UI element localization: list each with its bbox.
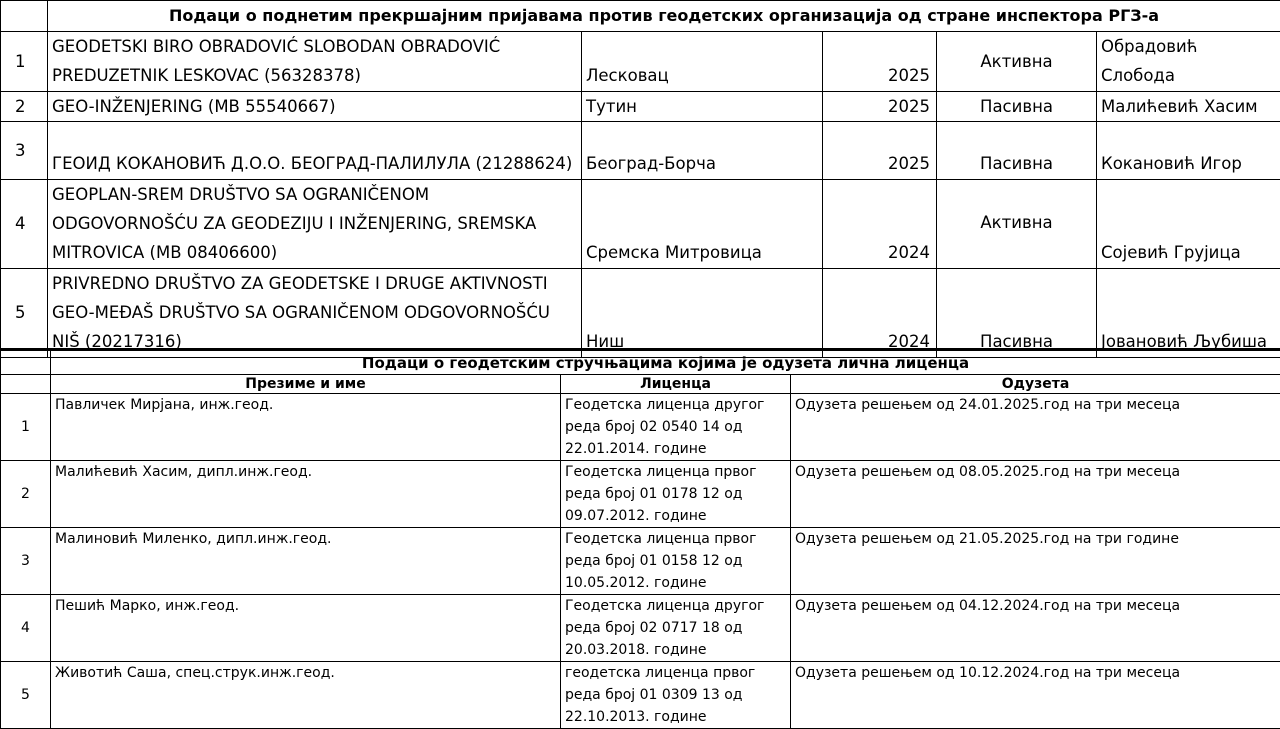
table-title-row: [1, 350, 1280, 375]
table-title-row: [1, 1, 1280, 32]
table-row: [1, 461, 1280, 528]
license-cell: [561, 394, 791, 461]
prekrsajne-prijave-table: [0, 0, 1280, 358]
table-row: [1, 595, 1280, 662]
row-number: 5: [1, 269, 48, 358]
organization-line: ODGOVORNOŠĆU ZA GEODEZIJU I INŽENJERING, SREMSKA: [52, 209, 577, 238]
table-header-row: [1, 375, 1280, 394]
name-cell: Малићевић Хасим, дипл.инж.геод.: [51, 461, 561, 528]
organization-cell: [48, 92, 582, 122]
year-cell: 2024: [823, 180, 937, 269]
year-cell: 2024: [823, 269, 937, 358]
row-number: 4: [1, 180, 48, 269]
revoked-cell: Одузета решењем од 08.05.2025.год на три месеца: [791, 461, 1280, 528]
inspector-cell: Обрадовић Слобода: [1097, 32, 1280, 92]
name-cell: Пешић Марко, инж.геод.: [51, 595, 561, 662]
corner-cell: [1, 350, 51, 375]
row-number: 5: [1, 662, 51, 729]
organization-line: MITROVICA (МВ 08406600): [52, 238, 577, 267]
table-row: [1, 32, 1280, 92]
table-row: [1, 269, 1280, 358]
row-number: 2: [1, 92, 48, 122]
table-row: [1, 662, 1280, 729]
organization-cell: [48, 32, 582, 92]
status-cell: Активна: [937, 32, 1097, 92]
license-line: 09.07.2012. године: [565, 505, 786, 527]
status-cell: Активна: [937, 180, 1097, 269]
table-row: [1, 122, 1280, 180]
row-number: 1: [1, 32, 48, 92]
row-number: 2: [1, 461, 51, 528]
license-cell: [561, 662, 791, 729]
corner-cell: [1, 375, 51, 394]
organization-line: NIŠ (20217316): [52, 327, 577, 356]
license-line: 10.05.2012. године: [565, 572, 786, 594]
license-line: 22.10.2013. године: [565, 706, 786, 728]
license-line: реда број 01 0158 12 од: [565, 550, 786, 572]
license-line: 20.03.2018. године: [565, 639, 786, 661]
oduzete-licence-table: [0, 348, 1280, 729]
license-line: реда број 01 0178 12 од: [565, 483, 786, 505]
license-cell: [561, 461, 791, 528]
name-cell: Малиновић Миленко, дипл.инж.геод.: [51, 528, 561, 595]
table-title: Подаци о геодетским стручњацима којима је одузета лична лиценца: [51, 350, 1280, 375]
revoked-cell: Одузета решењем од 21.05.2025.год на три године: [791, 528, 1280, 595]
revoked-cell: Одузета решењем од 04.12.2024.год на три месеца: [791, 595, 1280, 662]
license-cell: [561, 595, 791, 662]
table-row: [1, 180, 1280, 269]
city-cell: Тутин: [582, 92, 823, 122]
city-cell: Лесковац: [582, 32, 823, 92]
license-cell: [561, 528, 791, 595]
city-cell: Београд-Борча: [582, 122, 823, 180]
year-cell: 2025: [823, 92, 937, 122]
city-cell: Ниш: [582, 269, 823, 358]
table-row: [1, 394, 1280, 461]
organization-line: GEOPLAN-SREM DRUŠTVO SA OGRANIČENOM: [52, 180, 577, 209]
revoked-cell: Одузета решењем од 24.01.2025.год на три месеца: [791, 394, 1280, 461]
organization-cell: [48, 122, 582, 180]
row-number: 3: [1, 122, 48, 180]
column-header-revoked: Одузета: [791, 375, 1280, 394]
license-line: реда број 02 0540 14 од: [565, 416, 786, 438]
organization-line: PRIVREDNO DRUŠTVO ZA GEODETSKE I DRUGE AKTIVNOSTI: [52, 269, 577, 298]
inspector-cell: Кокановић Игор: [1097, 122, 1280, 180]
year-cell: 2025: [823, 32, 937, 92]
year-cell: 2025: [823, 122, 937, 180]
organization-line: PREDUZETNIK LESKOVAC (56328378): [52, 61, 577, 90]
column-header-license: Лиценца: [561, 375, 791, 394]
table-row: [1, 528, 1280, 595]
row-number: 4: [1, 595, 51, 662]
name-cell: Павличек Мирјана, инж.геод.: [51, 394, 561, 461]
license-line: Геодетска лиценца другог: [565, 394, 786, 416]
status-cell: Пасивна: [937, 92, 1097, 122]
license-line: геодетска лиценца првог: [565, 662, 786, 684]
license-line: реда број 01 0309 13 од: [565, 684, 786, 706]
license-line: Геодетска лиценца првог: [565, 528, 786, 550]
organization-cell: [48, 269, 582, 358]
license-line: Геодетска лиценца другог: [565, 595, 786, 617]
table-row: [1, 92, 1280, 122]
column-header-name: Презиме и име: [51, 375, 561, 394]
organization-line: GEO-MEĐAŠ DRUŠTVO SA OGRANIČENOM ODGOVORNOŠĆU: [52, 298, 577, 327]
row-number: 3: [1, 528, 51, 595]
license-line: 22.01.2014. године: [565, 438, 786, 460]
organization-cell: [48, 180, 582, 269]
organization-line: GEODETSKI BIRO OBRADOVIĆ SLOBODAN OBRADOVIĆ: [52, 32, 577, 61]
inspector-cell: Малићевић Хасим: [1097, 92, 1280, 122]
status-cell: Пасивна: [937, 122, 1097, 180]
license-line: Геодетска лиценца првог: [565, 461, 786, 483]
license-line: реда број 02 0717 18 од: [565, 617, 786, 639]
revoked-cell: Одузета решењем од 10.12.2024.год на три месеца: [791, 662, 1280, 729]
table-title: Подаци о поднетим прекршајним пријавама против геодетских организација од стране инспектора РГЗ-а: [48, 1, 1280, 32]
city-cell: Сремска Митровица: [582, 180, 823, 269]
row-number: 1: [1, 394, 51, 461]
organization-line: GEO-INŽENJERING (МВ 55540667): [52, 92, 577, 121]
status-cell: Пасивна: [937, 269, 1097, 358]
name-cell: Животић Саша, спец.струк.инж.геод.: [51, 662, 561, 729]
corner-cell: [1, 1, 48, 32]
inspector-cell: Сојевић Грујица: [1097, 180, 1280, 269]
inspector-cell: Јовановић Љубиша: [1097, 269, 1280, 358]
organization-line: ГЕОИД КОКАНОВИЋ Д.О.О. БЕОГРАД-ПАЛИЛУЛА (21288624): [52, 149, 577, 178]
